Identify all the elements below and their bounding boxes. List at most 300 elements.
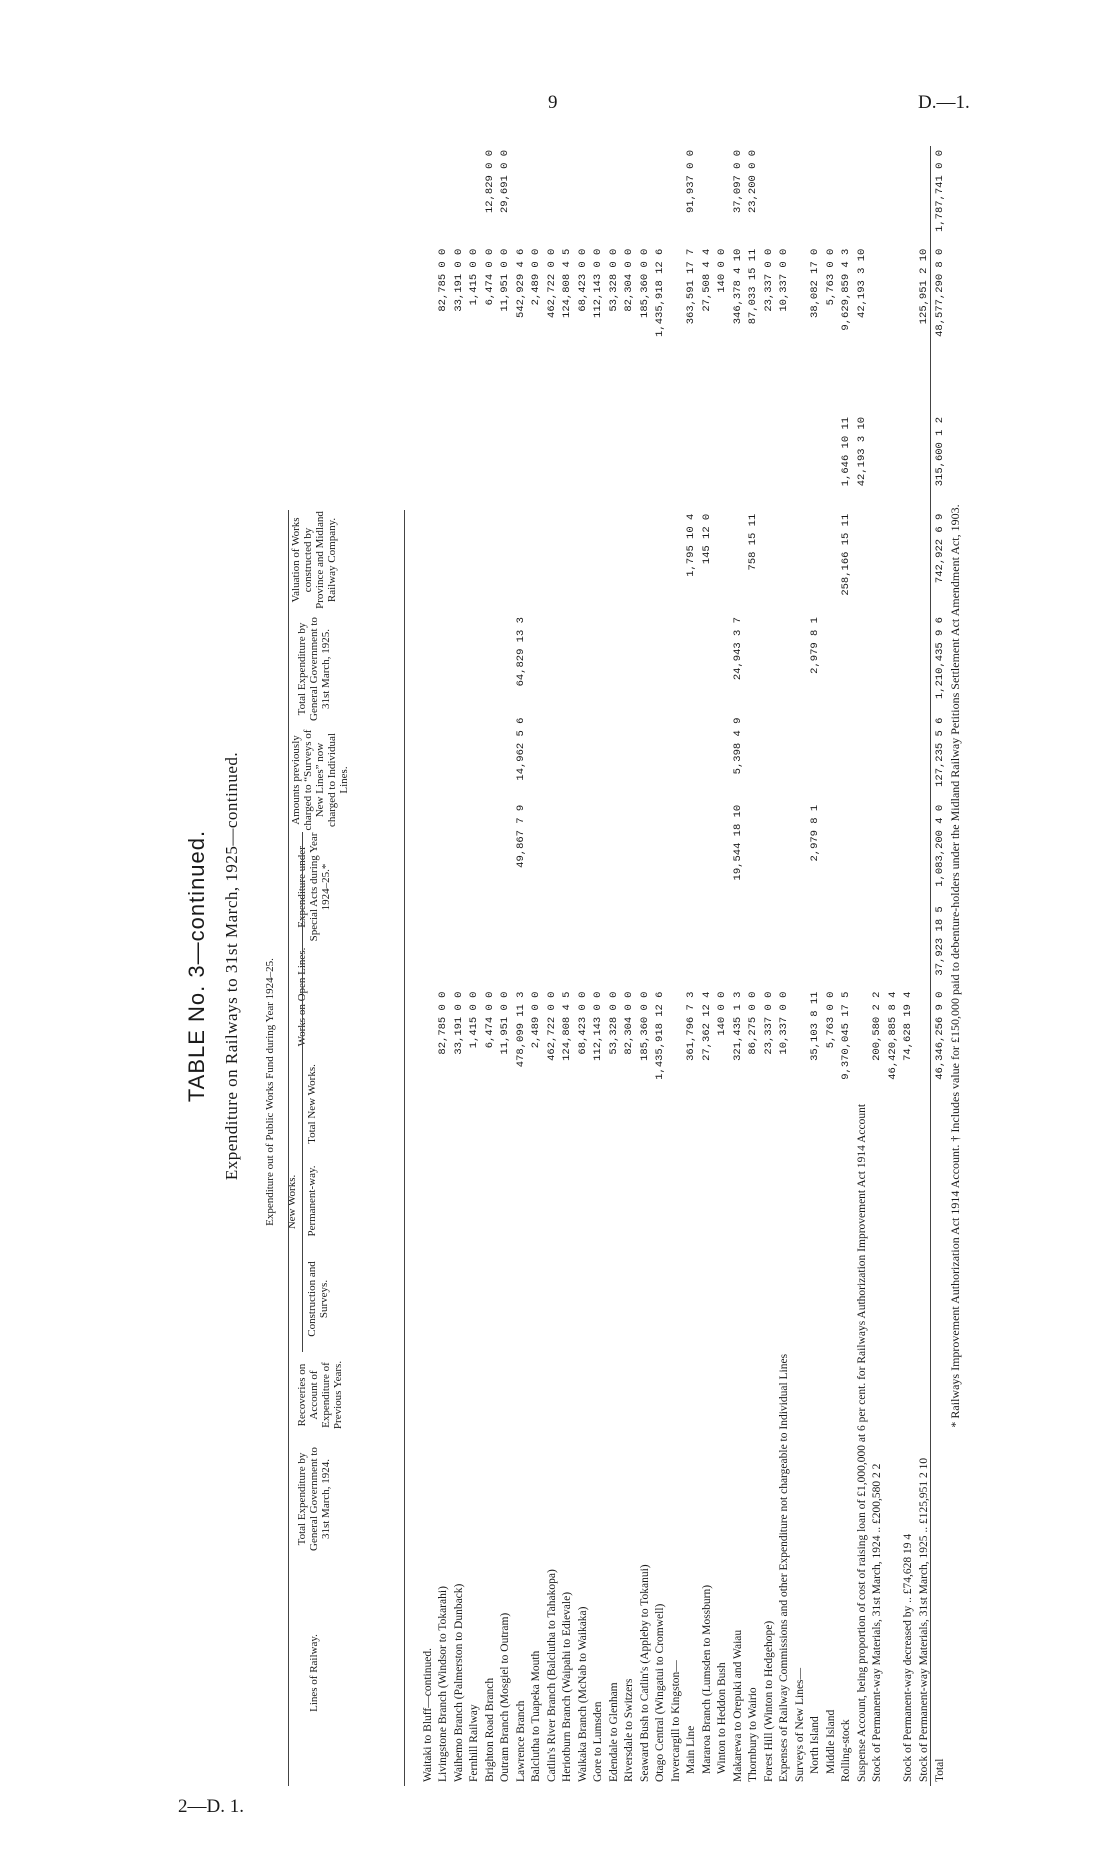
total-1925-cell: 53,328 0 0	[607, 248, 620, 312]
table-row	[852, 146, 868, 1786]
recoveries-cell	[728, 902, 744, 987]
open-lines-cell	[899, 510, 915, 613]
construction-cell: 1,083,200 4 0	[930, 801, 946, 902]
expenditure-table	[418, 146, 946, 1786]
permanent-way-cell	[697, 714, 713, 801]
recoveries-cell	[899, 902, 915, 987]
valuation-cell	[713, 146, 729, 245]
total-1924-cell: 11,951 0 0	[499, 991, 511, 1055]
col-construction-header: Construction and Surveys.	[306, 1261, 330, 1337]
table-row	[914, 146, 930, 1786]
recoveries-cell	[806, 902, 822, 987]
total-1925-cell: 33,191 0 0	[452, 248, 465, 312]
special-acts-cell: 42,193 3 10	[855, 416, 868, 487]
total-new-works-cell	[713, 613, 729, 713]
total-1924-cell: 124,808 4 5	[561, 991, 573, 1061]
valuation-cell	[697, 146, 713, 245]
construction-cell	[790, 801, 806, 902]
open-lines-cell	[790, 510, 806, 613]
open-lines-cell	[666, 510, 682, 613]
total-1925-cell: 11,951 0 0	[499, 248, 511, 312]
valuation-cell	[589, 146, 605, 245]
total-1925-cell: 82,785 0 0	[437, 248, 449, 312]
line-name-cell: Seaward Bush to Catlin's (Appleby to Tokanui)	[638, 1564, 651, 1782]
open-lines-cell	[527, 510, 543, 613]
open-lines-cell: 258,166 15 11	[840, 513, 852, 596]
total-1925-cell: 140 0 0	[716, 248, 728, 293]
recoveries-cell	[480, 902, 496, 987]
table-row	[589, 146, 605, 1786]
total-new-works-cell: 64,829 13 3	[514, 617, 527, 687]
total-new-works-cell	[914, 613, 930, 713]
construction-cell	[480, 801, 496, 902]
total-new-works-cell	[604, 613, 620, 713]
surveys-charged-cell	[775, 355, 791, 413]
recoveries-cell	[527, 902, 543, 987]
valuation-cell	[883, 146, 899, 245]
construction-cell	[821, 801, 837, 902]
total-1924-cell	[666, 988, 682, 1100]
total-new-works-cell: 24,943 3 7	[731, 617, 744, 681]
line-name-cell: Outram Branch (Mosgiel to Outram)	[499, 1612, 511, 1782]
open-lines-cell: 145 12 0	[700, 513, 713, 565]
total-new-works-cell	[682, 613, 698, 713]
col-total-1924-header: Total Expenditure by General Government to 31st March, 1924.	[296, 1447, 332, 1551]
construction-cell	[558, 801, 574, 902]
permanent-way-cell	[682, 714, 698, 801]
total-1924-cell: 361,796 7 3	[685, 991, 697, 1061]
construction-cell	[465, 801, 481, 902]
construction-cell	[837, 801, 853, 902]
special-acts-cell: 315,600 1 2	[930, 413, 946, 510]
recoveries-cell	[666, 902, 682, 987]
surveys-charged-cell	[496, 355, 512, 413]
open-lines-cell	[449, 510, 465, 613]
col-valuation-header: Valuation of Works constructed by Province and Midland Railway Company.	[290, 511, 338, 609]
line-name-cell: Thornbury to Wairio	[747, 1687, 759, 1782]
line-name-cell: Suspense Account, being proportion of cost of raising loan of £1,000,000 at 6 per cent. for Railways Authorization Improvement Act 1914 Account	[855, 1103, 868, 1782]
table-row	[635, 146, 651, 1786]
construction-cell	[759, 801, 775, 902]
table-row	[790, 146, 806, 1786]
table-row	[821, 146, 837, 1786]
valuation-cell	[837, 146, 853, 245]
surveys-charged-cell	[713, 355, 729, 413]
open-lines-cell	[604, 510, 620, 613]
table-row	[480, 146, 496, 1786]
valuation-cell	[666, 146, 682, 245]
line-name-cell	[883, 1100, 899, 1786]
col-total-1925-header: Total Expenditure by General Government to 31st March, 1925.	[296, 617, 332, 721]
permanent-way-cell	[635, 714, 651, 801]
line-name-cell: Waitaki to Bluff—continued.	[421, 1648, 434, 1782]
total-new-works-cell	[465, 613, 481, 713]
line-name-cell: Waikaka Branch (McNab to Waikaka)	[576, 1606, 589, 1782]
special-acts-cell	[434, 413, 450, 510]
total-1924-cell: 200,580 2 2	[871, 991, 883, 1061]
special-acts-cell: 1,646 10 11	[840, 416, 852, 487]
total-new-works-cell	[449, 613, 465, 713]
table-row	[775, 146, 791, 1786]
permanent-way-cell	[775, 714, 791, 801]
total-1924-cell: 86,275 0 0	[747, 991, 759, 1055]
total-new-works-cell	[620, 613, 636, 713]
permanent-way-cell	[899, 714, 915, 801]
table-row	[651, 146, 667, 1786]
permanent-way-cell	[759, 714, 775, 801]
open-lines-cell	[759, 510, 775, 613]
special-acts-cell	[449, 413, 465, 510]
valuation-cell	[465, 146, 481, 245]
permanent-way-cell: 14,962 5 6	[514, 717, 527, 781]
permanent-way-cell	[480, 714, 496, 801]
total-1925-cell	[790, 245, 806, 355]
recoveries-cell	[620, 902, 636, 987]
group-rule	[302, 832, 303, 1352]
total-1924-cell: 23,337 0 0	[762, 991, 775, 1055]
total-1925-cell	[868, 245, 884, 355]
open-lines-cell	[465, 510, 481, 613]
recoveries-cell	[914, 902, 930, 987]
recoveries-cell	[759, 902, 775, 987]
surveys-charged-cell	[728, 355, 744, 413]
valuation-cell	[511, 146, 527, 245]
open-lines-cell	[775, 510, 791, 613]
permanent-way-cell	[852, 714, 868, 801]
total-new-works-cell: 2,979 8 1	[809, 617, 821, 674]
open-lines-cell	[713, 510, 729, 613]
special-acts-cell	[496, 413, 512, 510]
special-acts-cell	[589, 413, 605, 510]
table-row	[806, 146, 822, 1786]
open-lines-cell	[542, 510, 558, 613]
table-row	[899, 146, 915, 1786]
construction-cell	[635, 801, 651, 902]
total-new-works-cell	[744, 613, 760, 713]
special-acts-cell	[682, 413, 698, 510]
surveys-charged-cell	[449, 355, 465, 413]
line-name-cell: Brighton Road Branch	[483, 1677, 496, 1782]
total-1925-cell: 2,489 0 0	[530, 248, 542, 306]
line-name-cell: Riversdale to Switzers	[623, 1678, 635, 1782]
special-acts-cell	[790, 413, 806, 510]
permanent-way-cell	[620, 714, 636, 801]
total-1924-cell: 46,346,256 9 0	[930, 988, 946, 1100]
table-number: TABLE No. 3—continued.	[184, 829, 209, 1103]
table-row	[682, 146, 698, 1786]
footnotes: * Railways Improvement Authorization Act 1914 Account. † Includes value for £150,000 paid to debenture-holders under the Midland Railway Petitions Settlement Act Amendment Act, 1903.	[948, 504, 962, 1428]
col-special-acts-header: Expenditure under Special Acts during Year 1924–25.*	[296, 832, 332, 942]
total-1925-cell: 48,577,290 8 0	[930, 245, 946, 355]
total-row	[930, 146, 946, 1786]
surveys-charged-cell	[914, 355, 930, 413]
table-row	[697, 146, 713, 1786]
construction-cell	[651, 801, 667, 902]
open-lines-cell	[589, 510, 605, 613]
permanent-way-cell	[914, 714, 930, 801]
line-name-cell: Rolling-stock	[840, 1719, 852, 1782]
construction-cell	[604, 801, 620, 902]
surveys-charged-cell	[806, 355, 822, 413]
table-row	[496, 146, 512, 1786]
total-1924-cell: 140 0 0	[716, 991, 728, 1036]
open-lines-cell	[511, 510, 527, 613]
recoveries-cell	[821, 902, 837, 987]
total-new-works-cell	[542, 613, 558, 713]
special-acts-cell	[775, 413, 791, 510]
surveys-charged-cell	[852, 355, 868, 413]
valuation-cell	[790, 146, 806, 245]
recoveries-cell: 37,923 18 5	[930, 902, 946, 987]
total-1924-cell: 1,435,918 12 6	[654, 991, 666, 1080]
total-new-works-cell	[883, 613, 899, 713]
permanent-way-cell	[542, 714, 558, 801]
surveys-charged-cell	[821, 355, 837, 413]
line-name-cell: Otago Central (Wingatui to Cromwell)	[654, 1603, 666, 1782]
open-lines-cell	[418, 510, 434, 613]
special-acts-cell	[728, 413, 744, 510]
total-1924-cell: 82,304 0 0	[623, 991, 635, 1055]
total-1925-cell: 23,337 0 0	[762, 248, 775, 312]
permanent-way-cell	[806, 714, 822, 801]
surveys-charged-cell	[744, 355, 760, 413]
total-new-works-cell	[666, 613, 682, 713]
construction-cell	[883, 801, 899, 902]
line-name-cell: Heriotburn Branch (Waipahi to Edievale)	[561, 1591, 573, 1782]
open-lines-cell	[914, 510, 930, 613]
recoveries-cell	[790, 902, 806, 987]
valuation-cell	[899, 146, 915, 245]
total-1925-cell: 82,304 0 0	[623, 248, 635, 312]
table-title: Expenditure on Railways to 31st March, 1925—continued.	[222, 751, 241, 1181]
group-header: Expenditure out of Public Works Fund during Year 1924–25.	[264, 958, 276, 1226]
permanent-way-cell	[465, 714, 481, 801]
table-row	[511, 146, 527, 1786]
valuation-cell: 12,829 0 0	[483, 150, 496, 214]
special-acts-cell	[480, 413, 496, 510]
total-new-works-cell	[775, 613, 791, 713]
recoveries-cell	[852, 902, 868, 987]
line-name-cell: Forest Hill (Winton to Hedgehope)	[762, 1620, 775, 1782]
total-1925-cell: 112,143 0 0	[592, 248, 604, 318]
recoveries-cell	[573, 902, 589, 987]
recoveries-cell	[558, 902, 574, 987]
col-surveys-charged-header: Amounts previously charged to “Surveys of New Lines” now charged to Individual Lines.	[290, 729, 350, 831]
surveys-charged-cell	[759, 355, 775, 413]
line-name-cell: Mararoa Branch (Lumsden to Mossburn)	[700, 1584, 713, 1774]
valuation-cell	[418, 146, 434, 245]
construction-cell	[666, 801, 682, 902]
line-name-cell: Winton to Heddon Bush	[716, 1662, 728, 1774]
valuation-cell	[914, 146, 930, 245]
special-acts-cell	[666, 413, 682, 510]
total-1925-cell: 68,423 0 0	[576, 248, 589, 312]
open-lines-cell	[496, 510, 512, 613]
construction-cell: 19,544 18 10	[731, 804, 744, 881]
open-lines-cell	[868, 510, 884, 613]
special-acts-cell	[697, 413, 713, 510]
construction-cell: 49,867 7 9	[514, 804, 527, 868]
total-1925-cell: 462,722 0 0	[545, 248, 558, 318]
total-1924-cell	[790, 988, 806, 1100]
open-lines-cell	[728, 510, 744, 613]
construction-cell	[542, 801, 558, 902]
valuation-cell	[821, 146, 837, 245]
table-row	[713, 146, 729, 1786]
permanent-way-cell	[527, 714, 543, 801]
open-lines-cell	[821, 510, 837, 613]
surveys-charged-cell	[573, 355, 589, 413]
special-acts-cell	[883, 413, 899, 510]
valuation-cell	[852, 146, 868, 245]
line-name-cell: Edendale to Glenham	[607, 1682, 620, 1782]
recoveries-cell	[589, 902, 605, 987]
valuation-cell: 1,787,741 0 0	[930, 146, 946, 245]
permanent-way-cell	[821, 714, 837, 801]
line-name-cell: Invercargill to Kingston—	[669, 1660, 682, 1782]
line-name-cell: Stock of Permanent-way Materials, 31st March, 1925 .. £125,951 2 10	[917, 1457, 930, 1782]
permanent-way-cell	[883, 714, 899, 801]
permanent-way-cell	[837, 714, 853, 801]
line-name-cell: Stock of Permanent-way decreased by .. £74,628 19 4	[902, 1533, 914, 1782]
construction-cell	[697, 801, 713, 902]
surveys-charged-cell	[511, 355, 527, 413]
construction-cell	[852, 801, 868, 902]
surveys-charged-cell	[682, 355, 698, 413]
surveys-charged-cell	[868, 355, 884, 413]
total-1925-cell: 1,415 0 0	[468, 248, 480, 306]
open-lines-cell	[852, 510, 868, 613]
permanent-way-cell	[496, 714, 512, 801]
permanent-way-cell	[604, 714, 620, 801]
special-acts-cell	[914, 413, 930, 510]
permanent-way-cell	[713, 714, 729, 801]
open-lines-cell	[480, 510, 496, 613]
construction-cell	[744, 801, 760, 902]
total-1925-cell: 87,033 15 11	[747, 248, 759, 325]
total-1925-cell: 363,591 17 7	[685, 248, 697, 325]
construction-cell	[449, 801, 465, 902]
total-new-works-cell	[697, 613, 713, 713]
valuation-cell	[573, 146, 589, 245]
total-1924-cell: 112,143 0 0	[592, 991, 604, 1061]
surveys-charged-cell	[790, 355, 806, 413]
total-1924-cell: 46,420,885 8 4	[886, 991, 899, 1080]
total-1924-cell: 27,362 12 4	[700, 991, 713, 1061]
total-1924-cell	[418, 988, 434, 1100]
valuation-cell	[775, 146, 791, 245]
table-row	[527, 146, 543, 1786]
valuation-cell	[542, 146, 558, 245]
total-new-works-cell	[790, 613, 806, 713]
construction-cell	[682, 801, 698, 902]
recoveries-cell	[682, 902, 698, 987]
total-1925-cell	[418, 245, 434, 355]
total-new-works-cell	[434, 613, 450, 713]
valuation-cell	[527, 146, 543, 245]
special-acts-cell	[744, 413, 760, 510]
surveys-charged-cell	[883, 355, 899, 413]
recoveries-cell	[868, 902, 884, 987]
recoveries-cell	[449, 902, 465, 987]
special-acts-cell	[511, 413, 527, 510]
surveys-charged-cell	[558, 355, 574, 413]
recoveries-cell	[434, 902, 450, 987]
recoveries-cell	[837, 902, 853, 987]
line-name-cell: Fernhill Railway	[468, 1704, 480, 1782]
permanent-way-cell	[434, 714, 450, 801]
surveys-charged-cell	[899, 355, 915, 413]
table-row	[465, 146, 481, 1786]
surveys-charged-cell	[589, 355, 605, 413]
permanent-way-cell: 5,398 4 9	[731, 717, 744, 775]
total-new-works-cell	[418, 613, 434, 713]
total-new-works-cell	[837, 613, 853, 713]
total-1924-cell: 5,763 0 0	[824, 991, 837, 1049]
col-recoveries-header: Recoveries on Account of Expenditure of Previous Years.	[296, 1360, 344, 1430]
construction-cell	[914, 801, 930, 902]
total-1924-cell: 321,435 1 3	[731, 991, 744, 1061]
total-1925-cell	[666, 245, 682, 355]
surveys-charged-cell	[434, 355, 450, 413]
construction-cell	[418, 801, 434, 902]
total-new-works-cell: 1,210,435 9 6	[930, 613, 946, 713]
total-1925-cell: 1,435,918 12 6	[654, 248, 666, 337]
total-new-works-cell	[527, 613, 543, 713]
total-1925-cell: 9,629,859 4 3	[840, 248, 852, 331]
permanent-way-cell	[666, 714, 682, 801]
open-lines-cell	[635, 510, 651, 613]
surveys-charged-cell	[604, 355, 620, 413]
line-name-cell: Waihemo Branch (Palmerston to Dunback)	[452, 1583, 465, 1782]
total-new-works-cell	[635, 613, 651, 713]
permanent-way-cell	[744, 714, 760, 801]
total-new-works-cell	[589, 613, 605, 713]
table-row	[620, 146, 636, 1786]
table-row	[542, 146, 558, 1786]
table-row	[604, 146, 620, 1786]
col-lines-header: Lines of Railway.	[308, 1634, 320, 1712]
valuation-cell: 91,937 0 0	[685, 150, 697, 214]
construction-cell	[775, 801, 791, 902]
open-lines-cell: 742,922 6 9	[930, 510, 946, 613]
total-1924-cell: 478,099 11 3	[514, 991, 527, 1068]
permanent-way-cell	[589, 714, 605, 801]
total-new-works-cell	[496, 613, 512, 713]
surveys-charged-cell	[837, 355, 853, 413]
col-open-lines-header: Works on Open Lines.	[296, 947, 308, 1047]
surveys-charged-cell	[542, 355, 558, 413]
construction-cell	[899, 801, 915, 902]
recoveries-cell	[775, 902, 791, 987]
special-acts-cell	[542, 413, 558, 510]
total-1925-cell: 6,474 0 0	[483, 248, 496, 306]
total-1925-cell	[899, 245, 915, 355]
valuation-cell: 29,691 0 0	[499, 150, 511, 214]
valuation-cell	[558, 146, 574, 245]
permanent-way-cell	[573, 714, 589, 801]
line-name-cell: Total	[930, 1100, 946, 1786]
table-row	[868, 146, 884, 1786]
valuation-cell	[449, 146, 465, 245]
construction-cell: 2,979 8 1	[809, 804, 821, 862]
construction-cell	[868, 801, 884, 902]
total-1924-cell: 82,785 0 0	[437, 991, 449, 1055]
table-row	[434, 146, 450, 1786]
line-name-cell: Makarewa to Orepuki and Waiau	[731, 1629, 744, 1782]
open-lines-cell	[434, 510, 450, 613]
construction-cell	[620, 801, 636, 902]
